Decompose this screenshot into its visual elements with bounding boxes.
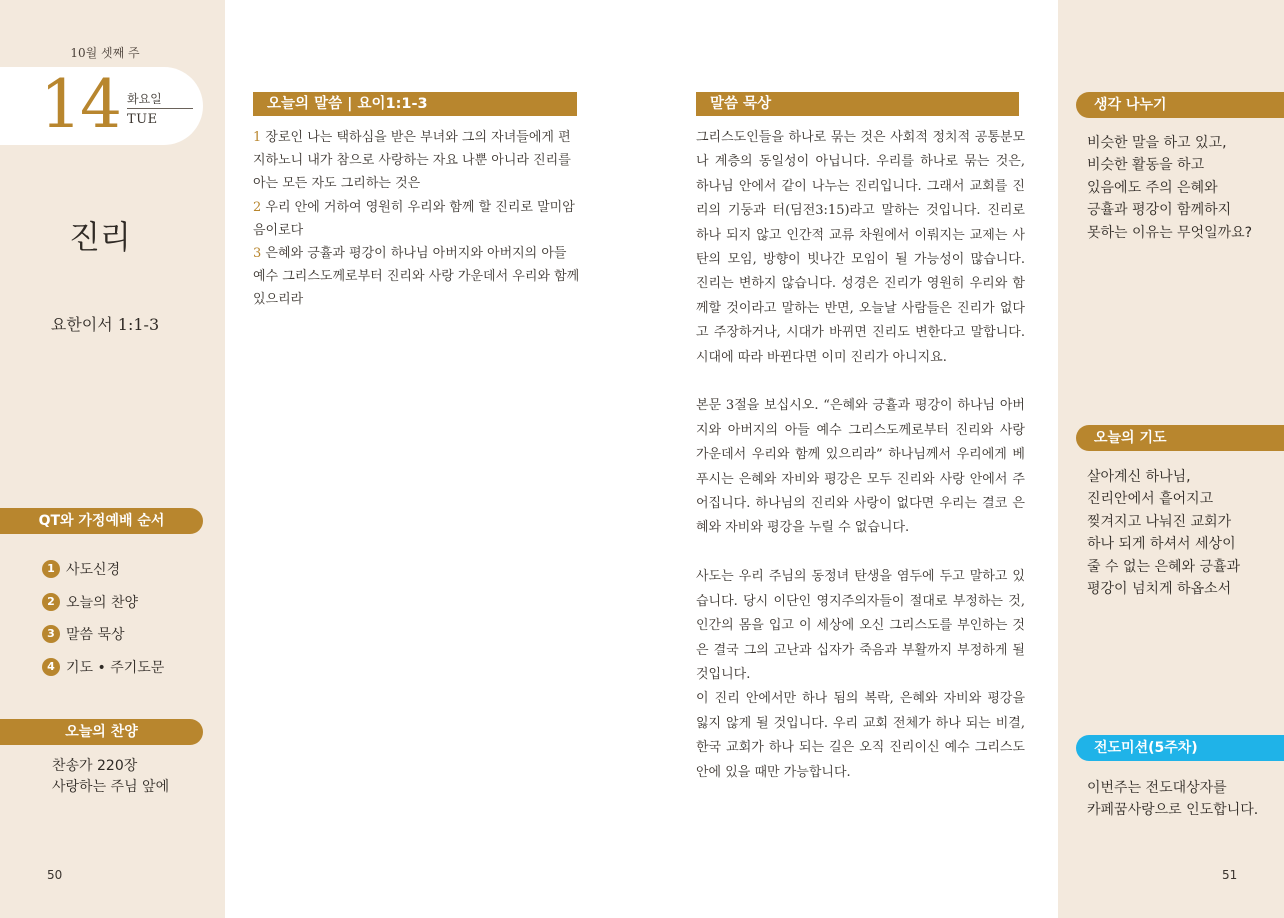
hymn-title: 사랑하는 주님 앞에 [52,779,170,795]
verse-number: 1 [253,130,262,145]
hymn-number: 찬송가 220장 [52,758,138,774]
list-item [42,553,164,586]
page-number-left: 50 [47,868,63,882]
order-item-label: 기도 • 주기도문 [66,659,165,676]
hymn-text [52,756,169,798]
week-label: 10월 셋째 주 [70,46,140,60]
meditation-paragraph: 사도는 우리 주님의 동정녀 탄생을 염두에 두고 말하고 있습니다. 당시 이단인 영지주의자들이 절대로 부정하는 것, 인간의 몸을 입고 이 세상에 오신 그리스도를 부인하는 것은 결국 그의 고난과 십자가 죽음과 부활까지 부정하게 될 것입니다. [696,569,1025,682]
verse [253,196,583,242]
verse-text: 장로인 나는 택하심을 받은 부녀와 그의 자녀들에게 편지하노니 내가 참으로 사랑하는 자요 나뿐 아니라 진리를 아는 모든 자도 그리하는 것은 [253,130,571,192]
meditation-paragraph: 본문 3절을 보십시오. “은혜와 긍휼과 평강이 하나님 아버지와 아버지의 아들 예수 그리스도께로부터 진리와 사랑 가운데서 우리와 함께 있으리라” 하나님께서 우리에게 베푸시는 은혜와 자비와 평강은 모두 진리와 사랑 안에서 주어집니다. 하나님의 진리와 사랑이 없다면 우리는 결코 은혜와 자비와 평강을 누릴 수 없습니다. [696,398,1025,536]
order-number-badge: 4 [42,658,60,676]
meditation-paragraph: 이 진리 안에서만 하나 됨의 복락, 은혜와 자비와 평강을 잃지 않게 될 것입니다. 우리 교회 전체가 하나 되는 비결, 한국 교회가 하나 되는 길은 오직 진리이신 예수 그리스도안에 있을 때만 가능합니다. [696,691,1025,780]
scripture-reference: 요한이서 1:1-3 [50,315,160,334]
order-item-label: 사도신경 [66,562,121,579]
prayer-label: 오늘의 기도 [1076,425,1284,451]
list-item [42,586,164,619]
theme-title: 진리 [69,218,131,256]
meditation-header: 말씀 묵상 [696,92,1019,116]
order-number-badge: 2 [42,593,60,611]
page-number-right: 51 [1222,868,1238,882]
mission-text: 이번주는 전도대상자를 카페꿈사랑으로 인도합니다. [1087,780,1259,819]
day-divider [127,108,193,109]
order-item-label: 말씀 묵상 [66,627,125,644]
order-list [42,553,164,683]
order-item-label: 오늘의 찬양 [66,594,139,611]
mission-label: 전도미션(5주차) [1076,735,1284,761]
order-section-label: QT와 가정예배 순서 [0,508,203,534]
verse-number: 3 [253,246,262,262]
list-item [42,651,164,684]
verse [253,126,583,196]
day-english: TUE [127,112,158,127]
day-korean: 화요일 [127,92,162,106]
prayer-text: 살아계신 하나님, 진리안에서 흩어지고 찢겨지고 나눠진 교회가 하나 되게 하셔서 세상이 줄 수 없는 은혜와 긍휼과 평강이 넘치게 하옵소서 [1087,469,1241,598]
order-number-badge: 3 [42,625,60,643]
verse [253,242,583,312]
todays-word-header: 오늘의 말씀 | 요이1:1-3 [253,92,577,116]
verse-text: 은혜와 긍휼과 평강이 하나님 아버지와 아버지의 아들 예수 그리스도께로부터 진리와 사랑 가운데서 우리와 함께 있으리라 [253,246,580,308]
sharing-label: 생각 나누기 [1076,92,1284,118]
meditation-body [696,126,1025,785]
list-item [42,618,164,651]
meditation-paragraph: 그리스도인들을 하나로 묶는 것은 사회적 정치적 공통분모나 계층의 동일성이 아닙니다. 우리를 하나로 묶는 것은, 하나님 안에서 같이 나누는 진리입니다. 그래서 교회를 진리의 기둥과 터(딤전3:15)라고 말하는 것입니다. 진리로 하나 되지 않고 인간적 교류 차원에서 이뤄지는 교제는 사탄의 모임, 방향이 빗나간 모임이 될 가능성이 많습니다. 진리는 변하지 않습니다. 성경은 진리가 영원히 우리와 함께할 것이라고 말하는 반면, 오늘날 사람들은 진리가 없다고 주장하거나, 시대가 바뀌면 진리도 변한다고 말합니다. 시대에 따라 바뀐다면 이미 진리가 아니지요. [696,130,1025,365]
day-number: 14 [40,66,120,143]
verse-list [253,126,583,312]
order-number-badge: 1 [42,560,60,578]
verse-number: 2 [253,199,262,215]
hymn-section-label: 오늘의 찬양 [0,719,203,745]
verse-text: 우리 안에 거하여 영원히 우리와 함께 할 진리로 말미암음이로다 [253,199,575,238]
sharing-text: 비슷한 말을 하고 있고, 비슷한 활동을 하고 있음에도 주의 은혜와 긍휼과 평강이 함께하지 못하는 이유는 무엇일까요? [1087,135,1253,241]
